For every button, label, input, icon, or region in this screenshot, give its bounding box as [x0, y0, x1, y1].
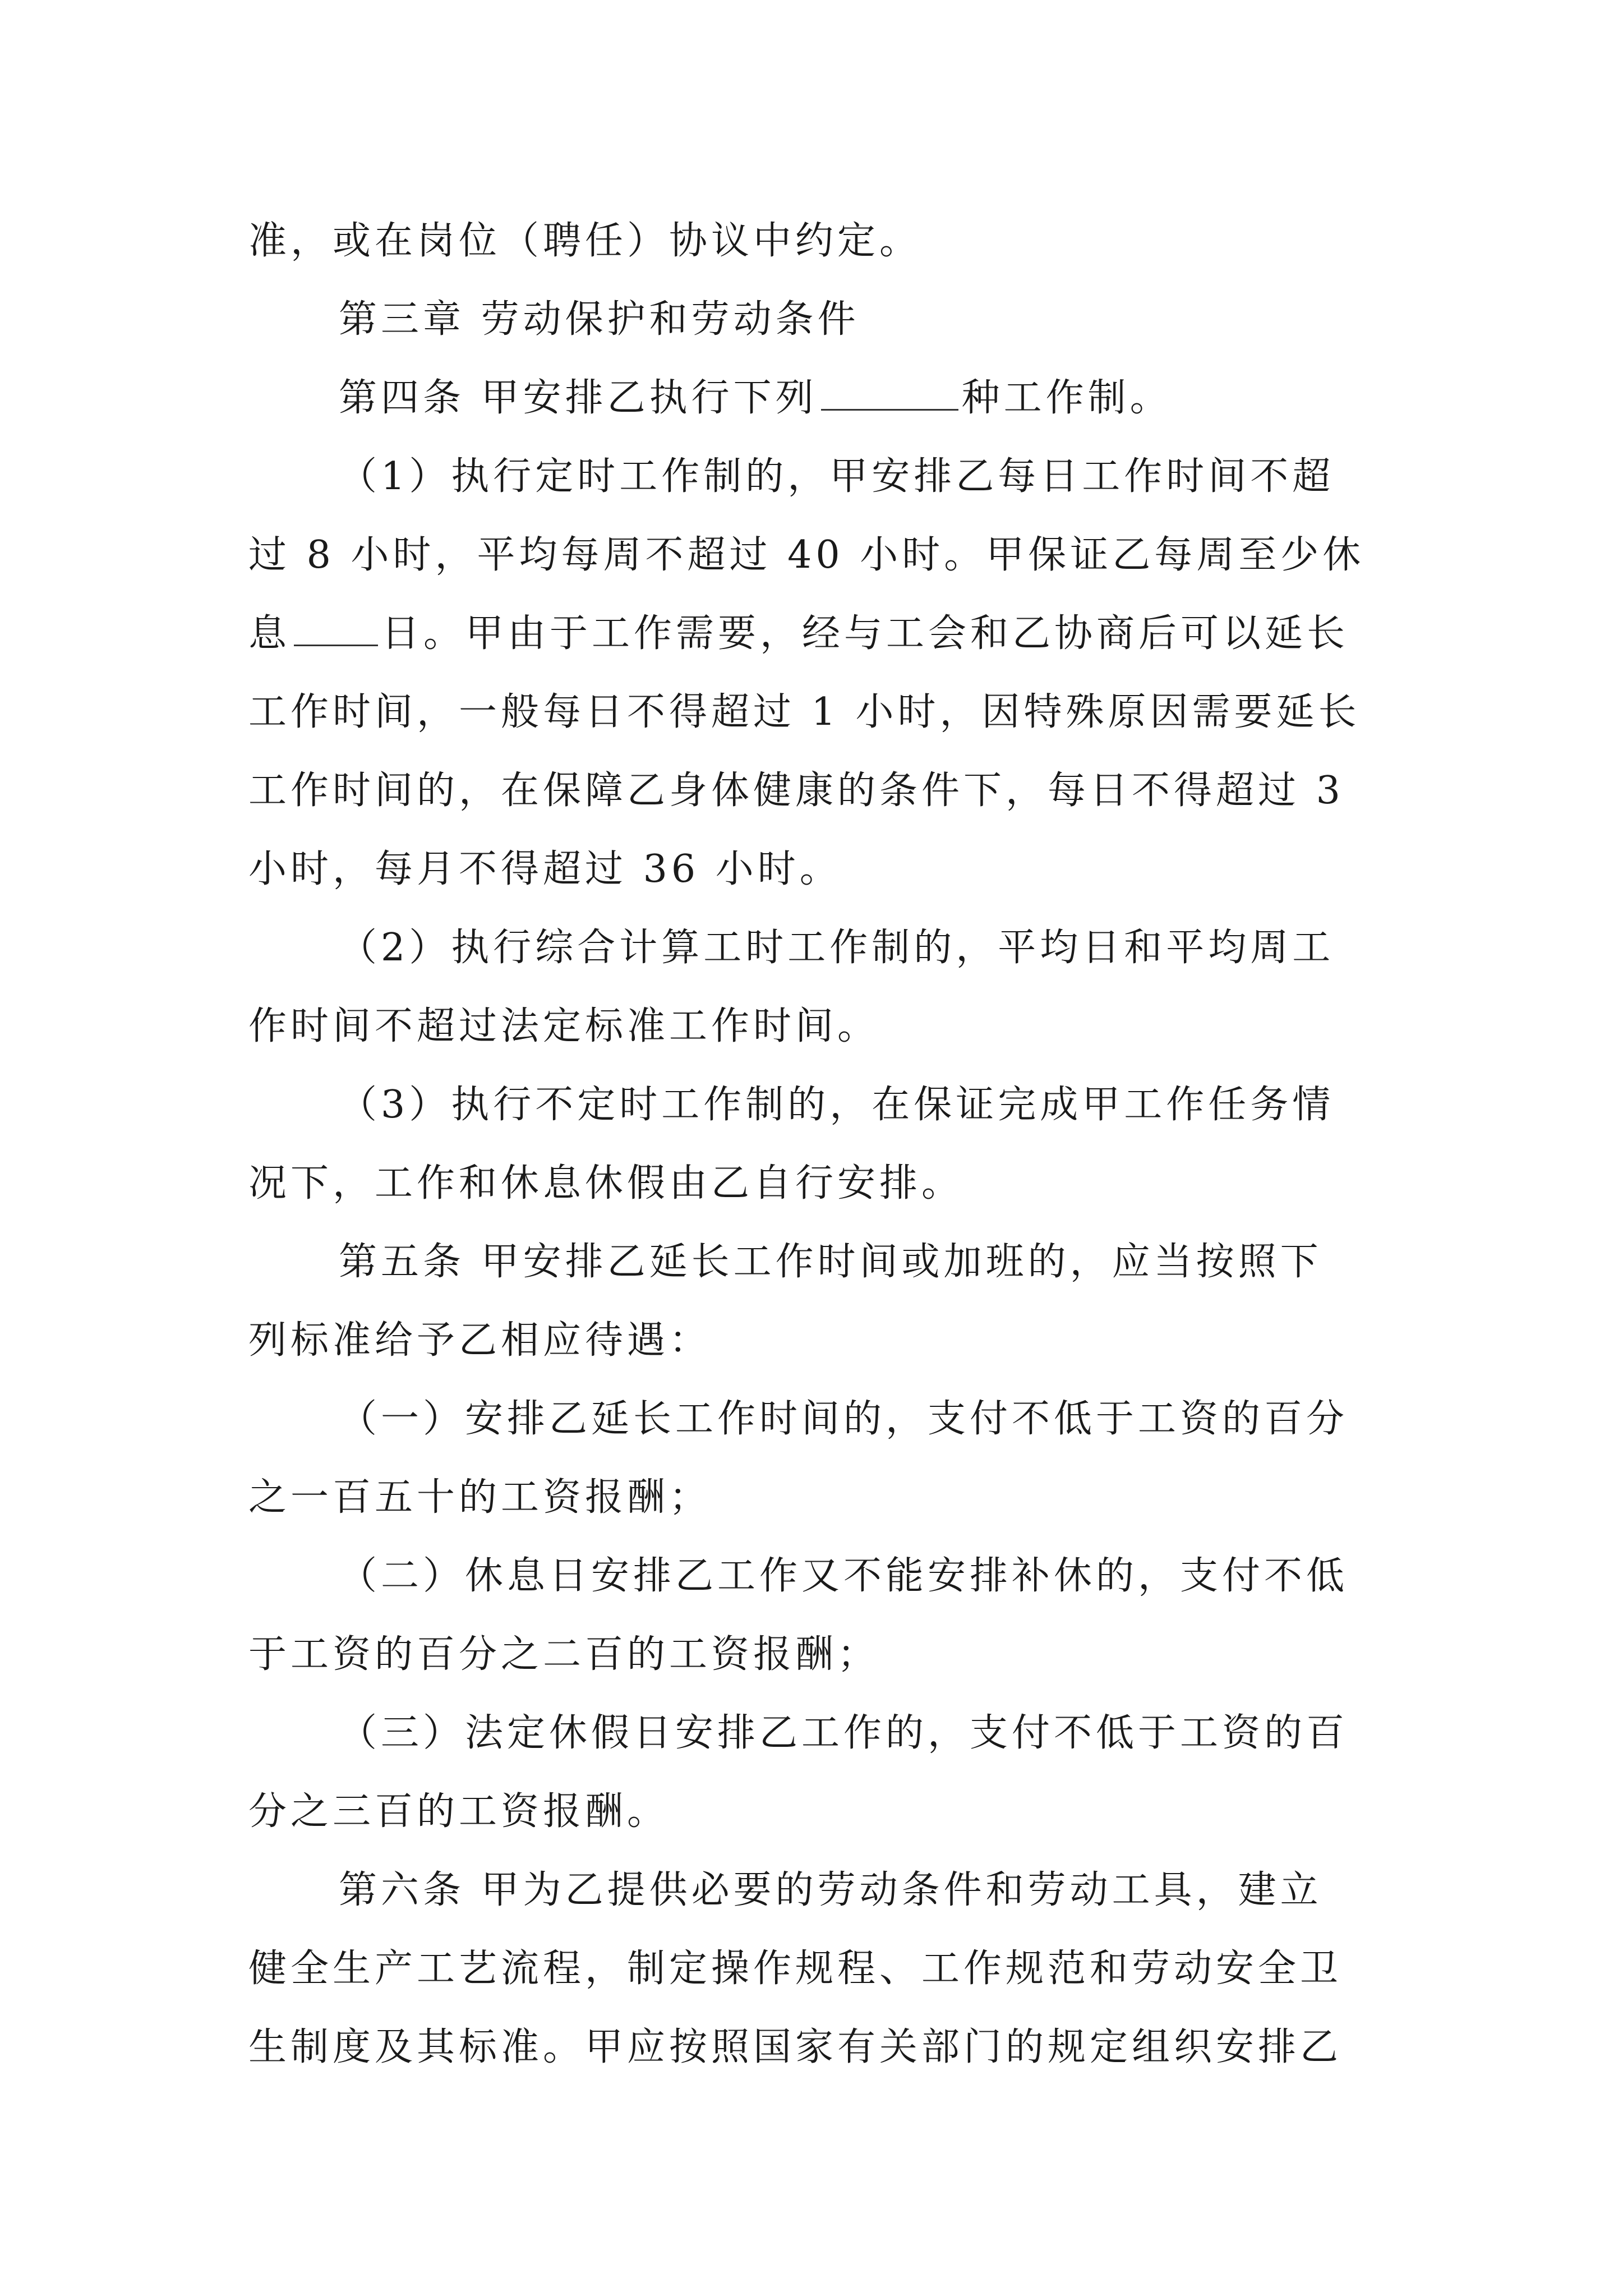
text-line: （二）休息日安排乙工作又不能安排补休的，支付不低 [339, 1554, 1349, 1598]
text-line: 小时，每月不得超过 36 小时。 [248, 847, 842, 891]
text-line: （1）执行定时工作制的，甲安排乙每日工作时间不超 [339, 454, 1335, 499]
text-line: 工作时间，一般每日不得超过 1 小时，因特殊原因需要延长 [248, 690, 1361, 734]
text-segment: 日。甲由于工作需要，经与工会和乙协商后可以延长 [381, 611, 1349, 656]
text-line: 况下，工作和休息休假由乙自行安排。 [248, 1161, 964, 1205]
chapter-heading: 第三章 劳动保护和劳动条件 [339, 297, 860, 342]
text-line [248, 611, 1349, 656]
text-line: （三）法定休假日安排乙工作的，支付不低于工资的百 [339, 1711, 1349, 1755]
text-line: 工作时间的，在保障乙身体健康的条件下，每日不得超过 3 [248, 769, 1344, 813]
text-line: 列标准给予乙相应待遇： [248, 1318, 712, 1363]
text-segment: 息 [248, 611, 291, 656]
text-segment: 第四条 甲安排乙执行下列 [339, 376, 818, 420]
article-line [339, 376, 1172, 421]
text-line: 之一百五十的工资报酬； [248, 1475, 712, 1520]
text-line: 生制度及其标准。甲应按照国家有关部门的规定组织安排乙 [248, 2025, 1343, 2069]
text-line: 第六条 甲为乙提供必要的劳动条件和劳动工具，建立 [339, 1868, 1322, 1912]
text-line: （一）安排乙延长工作时间的，支付不低于工资的百分 [339, 1397, 1349, 1441]
text-line: 于工资的百分之二百的工资报酬； [248, 1632, 880, 1677]
fill-in-blank[interactable] [294, 612, 378, 646]
text-line: 过 8 小时，平均每周不超过 40 小时。甲保证乙每周至少休 [248, 533, 1365, 577]
fill-in-blank[interactable] [821, 376, 958, 411]
text-line: 作时间不超过法定标准工作时间。 [248, 1004, 880, 1048]
text-line: （3）执行不定时工作制的，在保证完成甲工作任务情 [339, 1083, 1335, 1127]
text-line: （2）执行综合计算工时工作制的，平均日和平均周工 [339, 926, 1335, 970]
text-line: 健全生产工艺流程，制定操作规程、工作规范和劳动安全卫 [248, 1947, 1343, 1991]
text-line: 准，或在岗位（聘任）协议中约定。 [248, 219, 922, 263]
text-line: 第五条 甲安排乙延长工作时间或加班的，应当按照下 [339, 1240, 1322, 1284]
text-segment: 种工作制。 [961, 376, 1172, 420]
text-line: 分之三百的工资报酬。 [248, 1789, 670, 1834]
